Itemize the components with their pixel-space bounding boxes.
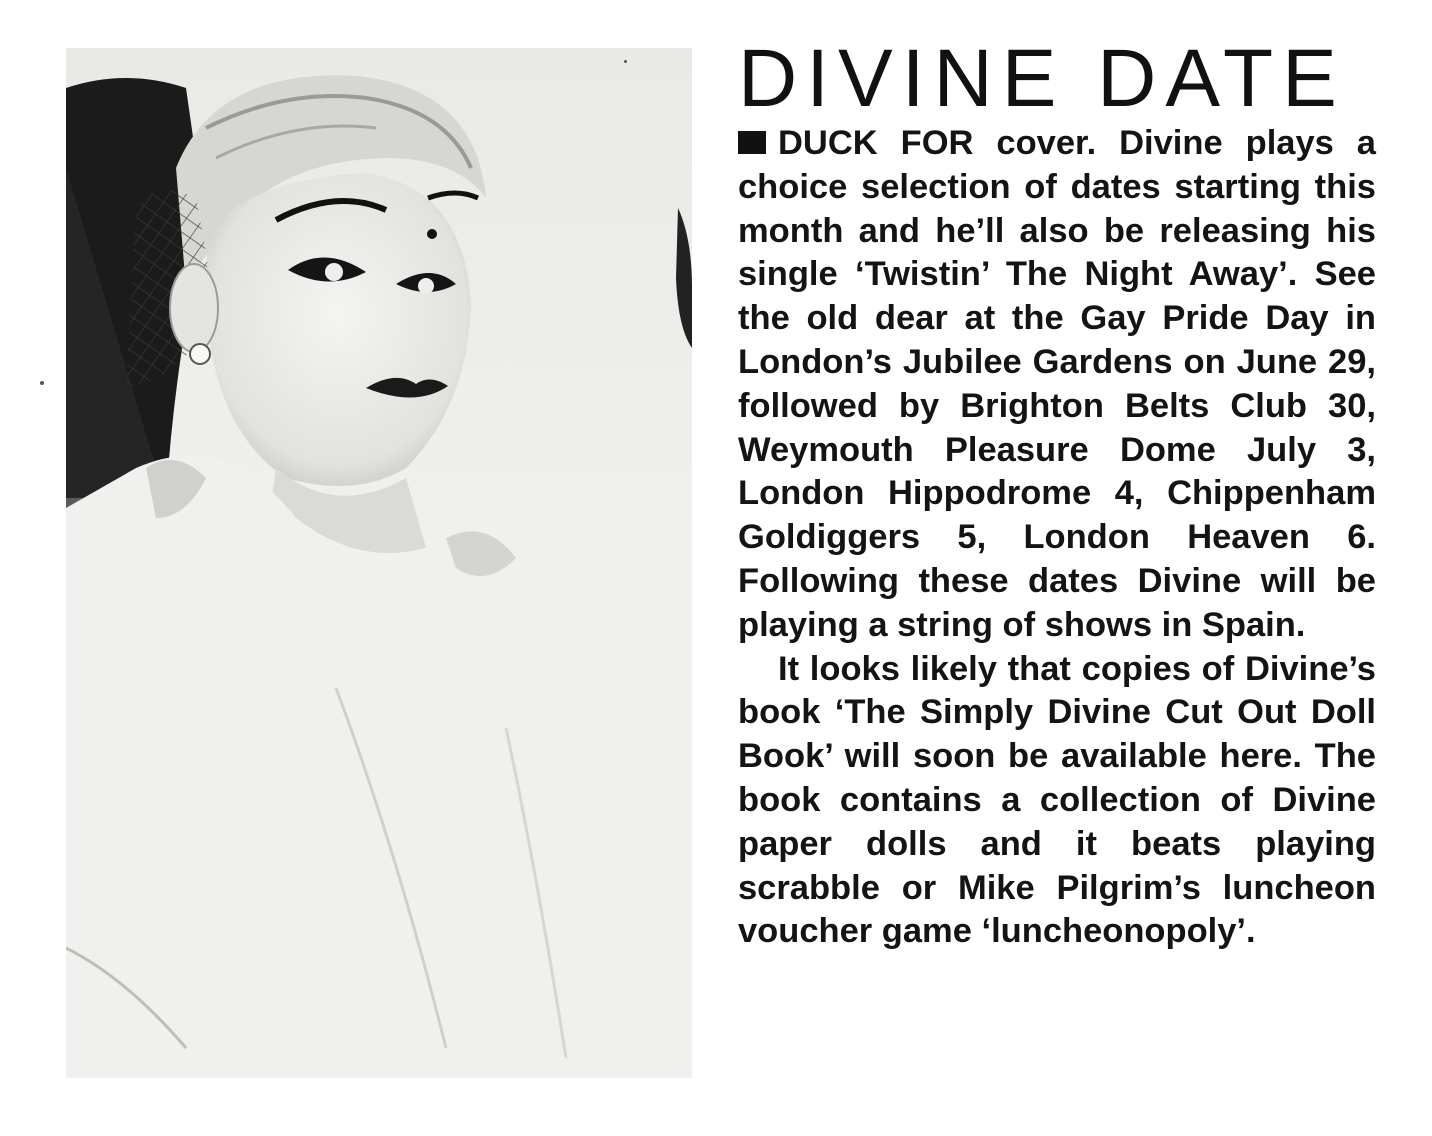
article-headline: DIVINE DATE	[738, 33, 1346, 124]
portrait-image	[66, 48, 692, 1078]
divine-portrait-photo	[66, 48, 692, 1078]
paragraph-1-text: DUCK FOR cover. Divine plays a choice selection of dates starting this month and he’ll also be releasing his single ‘Twistin’ The Night Away’. See the old dear at the Gay Pride Day in London’s Jubilee Gardens on June 29, followed by Brighton Belts Club 30, Weymouth Pleasure Dome July 3, London Hippodrome 4, Chippenham Goldiggers 5, London Heaven 6. Following these dates Divine will be playing a string of shows in Spain.	[738, 124, 1376, 644]
article-body	[738, 122, 1376, 954]
article-paragraph-2: It looks likely that copies of Divine’s book ‘The Simply Divine Cut Out Doll Book’ will soon be available here. The book contains a collection of Divine paper dolls and it beats playing scrabble or Mike Pilgrim’s luncheon voucher game ‘luncheonopoly’.	[738, 649, 1376, 951]
bullet-square-icon	[738, 131, 766, 154]
article-paragraph-1	[738, 122, 1376, 648]
print-speck	[40, 381, 44, 385]
article-column	[738, 34, 1376, 954]
print-speck	[624, 60, 627, 63]
